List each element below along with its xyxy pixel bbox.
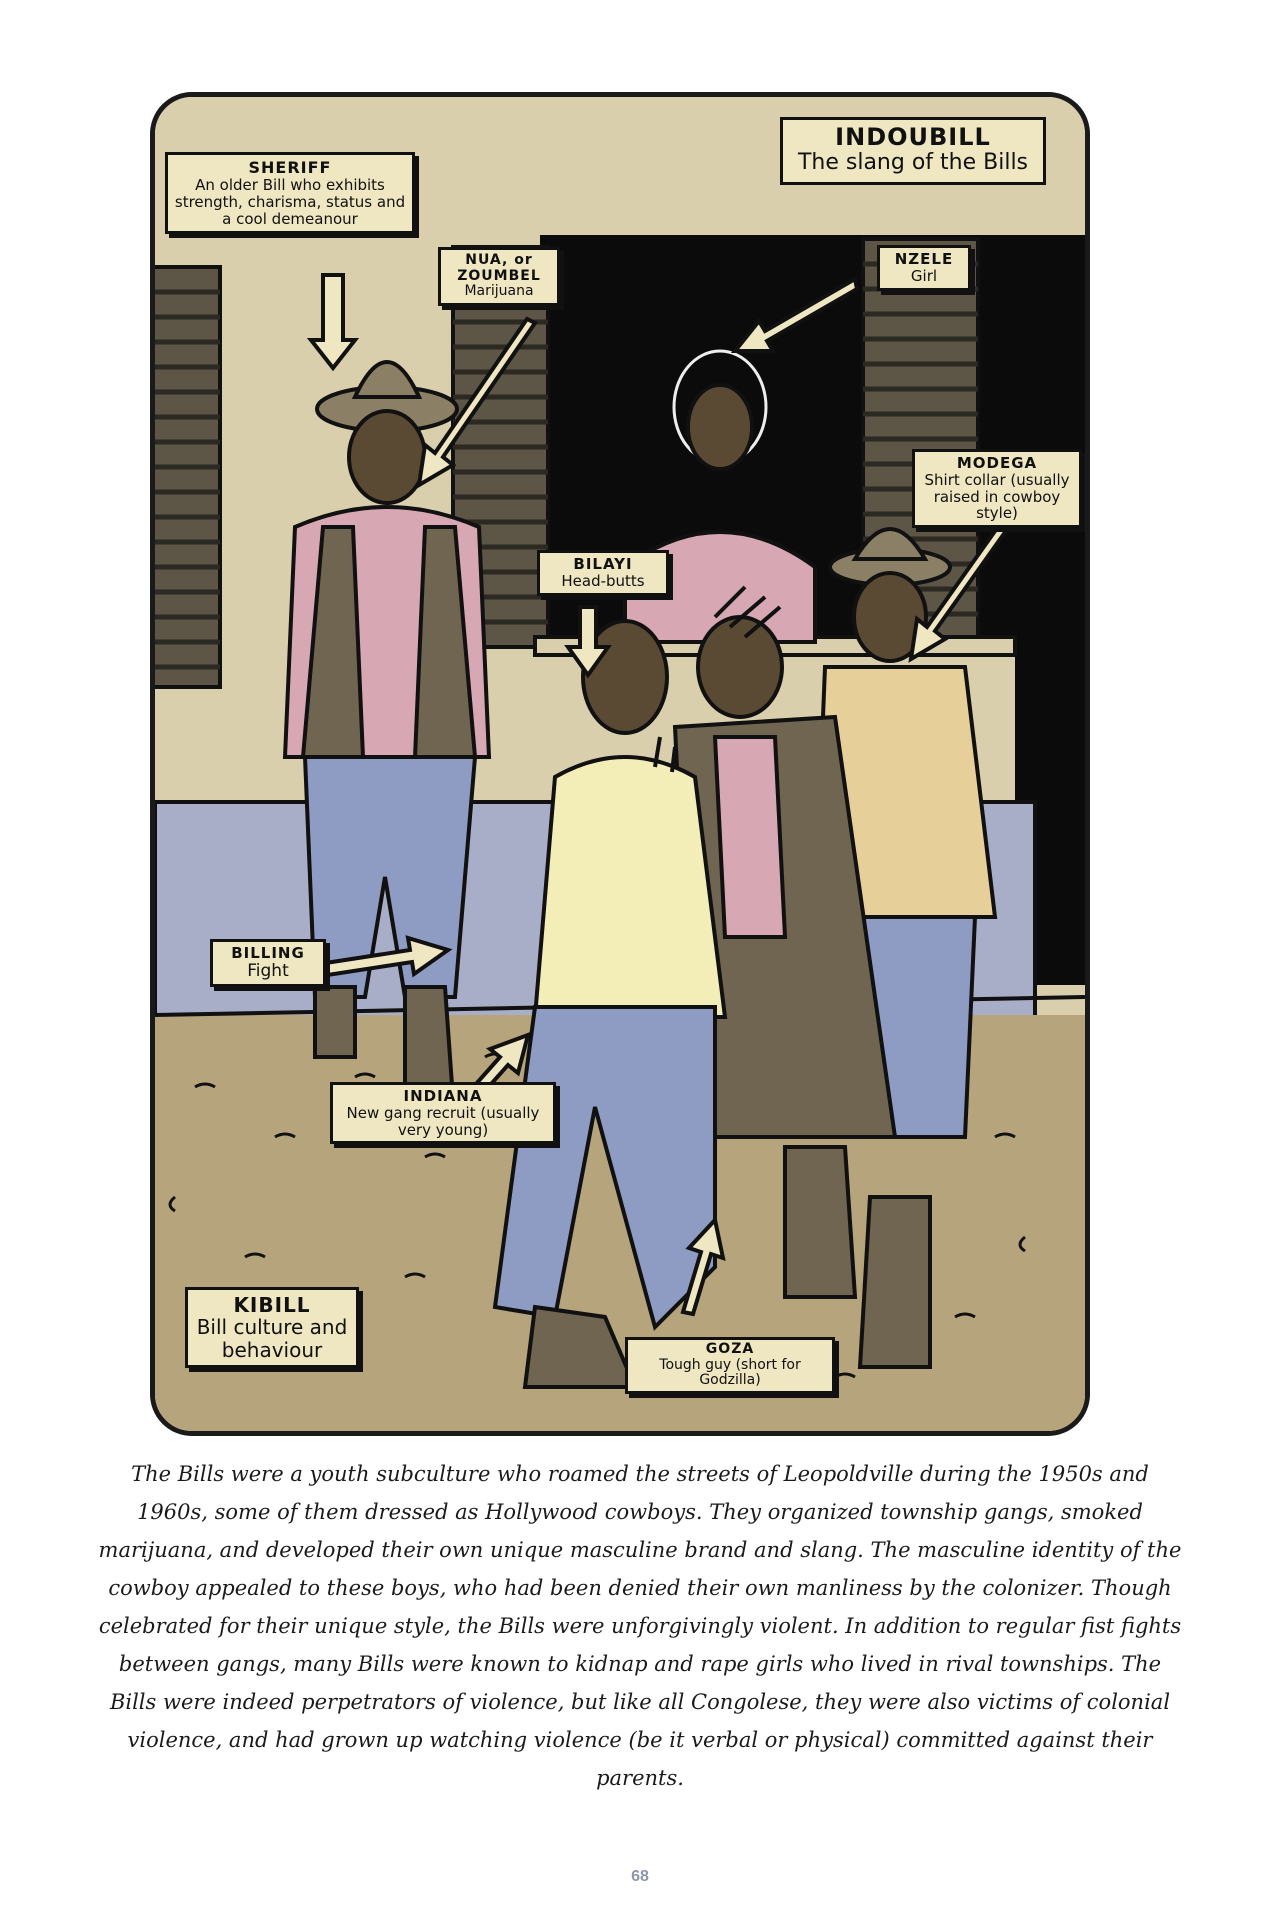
label-indiana [330,1082,556,1144]
kibill-term: KIBILL [233,1293,311,1317]
label-billing [210,939,326,987]
label-kibill [185,1287,359,1368]
label-goza [625,1337,835,1394]
goza-term: GOZA [705,1341,755,1357]
nua-term: NUA, or ZOUMBEL [457,252,541,284]
sheriff-term: SHERIFF [248,158,332,177]
indiana-definition: New gang recruit (usually very young) [346,1103,540,1139]
modega-definition: Shirt collar (usually raised in cowboy style) [924,470,1070,523]
billing-definition: Fight [247,960,289,981]
goza-definition: Tough guy (short for Godzilla) [659,1356,801,1389]
caption-text: The Bills were a youth subculture who roamed the streets of Leopoldville during the 1950s and 1960s, some of them dressed as Hollywood cowboys. They organized township gangs, smoked marijuana, and developed their own unique masculine brand and slang. The masculine identity of the cowboy appealed to these boys, who had been denied their own manliness by the colonizer. Though celebrated for their unique style, the Bills were unforgivingly violent. In addition to regular fist fights between gangs, many Bills were known to kidnap and rape girls who lived in rival townships. The Bills were indeed perpetrators of violence, but like all Congolese, they were also victims of colonial violence, and had grown up watching violence (be it verbal or physical) committed against their parents. [98,1462,1182,1790]
sheriff-definition: An older Bill who exhibits strength, charisma, status and a cool demeanour [174,175,406,228]
nua-definition: Marijuana [464,283,534,300]
label-indoubill [780,117,1046,185]
bilayi-term: BILAYI [573,555,633,573]
indoubill-term: INDOUBILL [835,123,991,151]
kibill-definition: Bill culture and behaviour [196,1315,348,1362]
label-bilayi [537,550,669,596]
label-modega [912,449,1082,528]
modega-term: MODEGA [956,454,1038,472]
bilayi-definition: Head-butts [561,571,645,590]
street-scene-illustration [155,97,1085,1431]
label-sheriff [165,152,415,234]
nzele-definition: Girl [910,266,938,285]
billing-term: BILLING [231,944,305,962]
label-nzele [877,245,971,291]
nzele-term: NZELE [894,250,954,268]
left-window-shutter [155,267,220,687]
page-number: 68 [631,1868,649,1885]
indoubill-definition: The slang of the Bills [797,149,1029,175]
label-nua [438,247,560,306]
indiana-term: INDIANA [403,1087,483,1105]
comic-panel [150,92,1090,1436]
